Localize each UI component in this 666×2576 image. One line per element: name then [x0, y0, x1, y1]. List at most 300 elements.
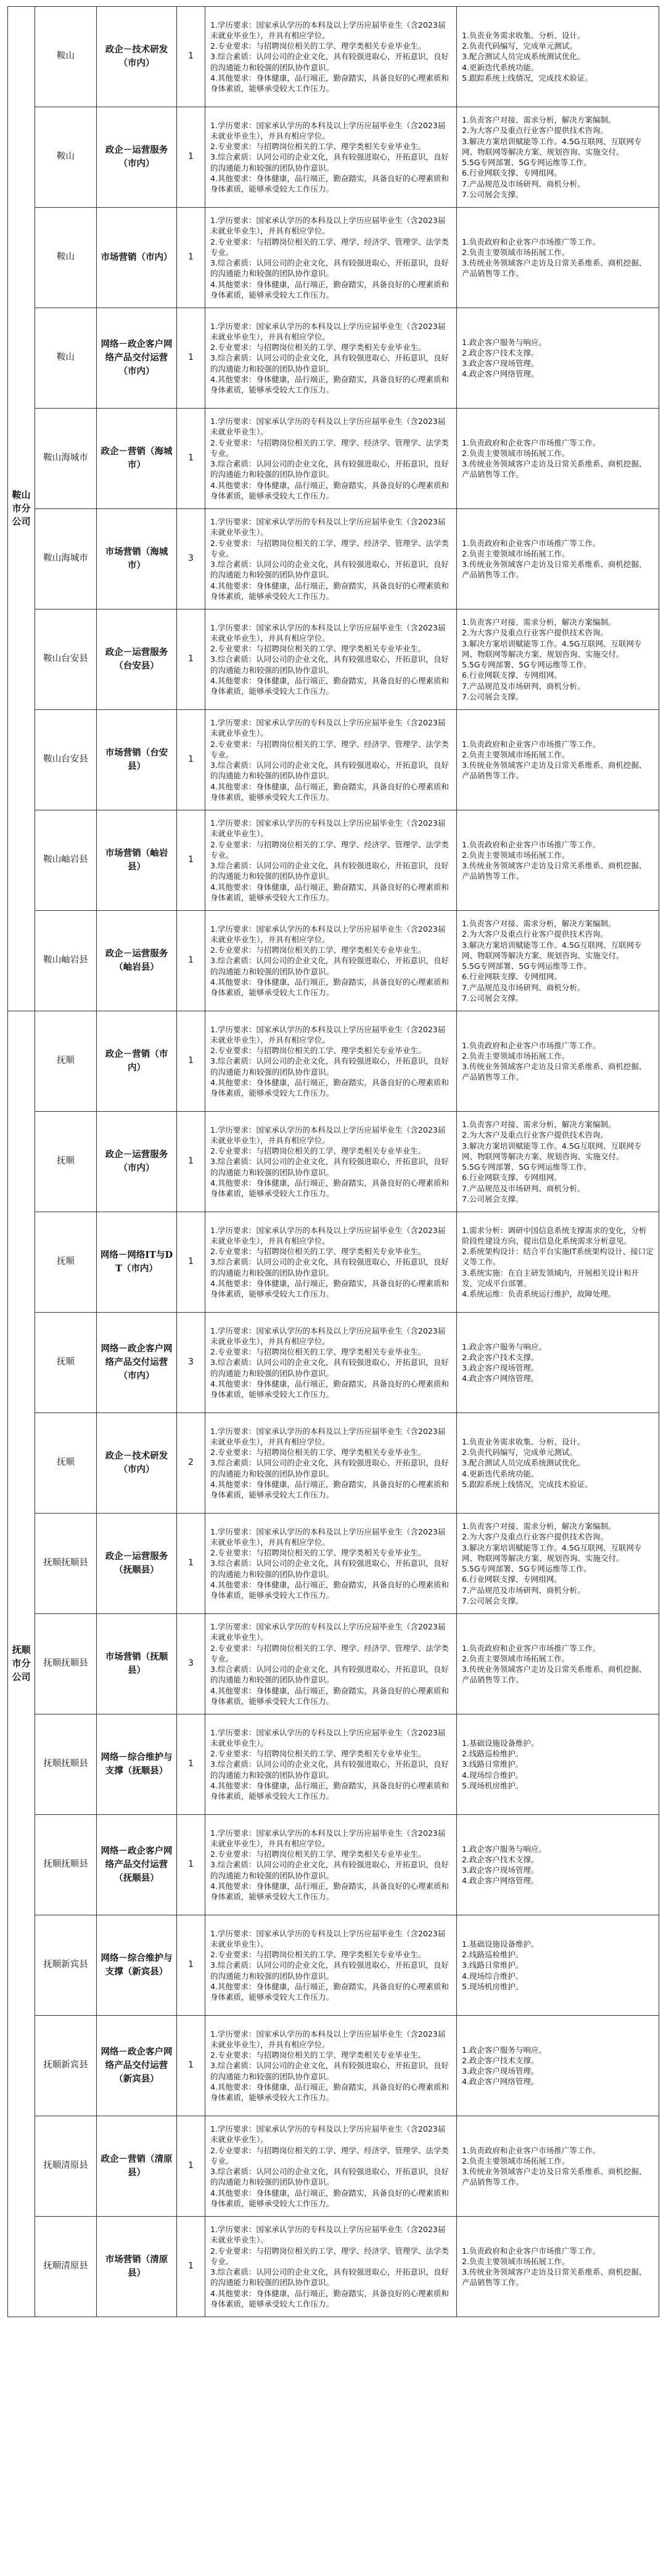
location-cell: 抚顺	[35, 1413, 97, 1514]
headcount-cell: 1	[177, 2016, 205, 2116]
location-cell: 鞍山岫岩县	[35, 810, 97, 911]
table-row	[8, 107, 659, 208]
duty-line: 2.负责主要领域市场拓展工作。	[462, 247, 570, 257]
headcount-cell: 1	[177, 107, 205, 208]
table-row	[8, 2217, 659, 2317]
duty-line: 3.传统业务领域客户走访及日常关系维系、商机挖掘、产品销售等工作。	[462, 1062, 647, 1082]
requirement-line: 3.综合素质：认同公司的企业文化，具有较强进取心，开拓意识，良好的沟通能力和较强的团队协作意识。	[210, 152, 449, 173]
headcount-cell: 1	[177, 609, 205, 710]
duty-line: 2.政企客户技术支撑。	[462, 2055, 539, 2065]
location-cell: 抚顺抚顺县	[35, 1714, 97, 1815]
duty-line: 2.负责主要领域市场拓展工作。	[462, 2256, 570, 2266]
duty-line: 1.负责政府和企业客户市场推广等工作。	[462, 1643, 601, 1653]
position-cell: 政企－运营服务（市内）	[97, 107, 177, 208]
duty-line: 2.政企客户技术支撑。	[462, 348, 539, 357]
duties-cell	[457, 509, 659, 609]
headcount-cell: 1	[177, 7, 205, 107]
duty-line: 1.负责客户对接、需求分析，解决方案编制。	[462, 1120, 616, 1129]
location-cell: 抚顺抚顺县	[35, 1514, 97, 1614]
table-row	[8, 2116, 659, 2217]
duty-line: 5.5G专网部署、5G专网运维等工作。	[462, 158, 591, 167]
position-cell: 网络－政企客户网络产品交付运营（抚顺县）	[97, 1815, 177, 1915]
requirement-line: 1.学历要求：国家承认学历的本科及以上学历应届毕业生（含2023届未就业毕业生），并具有相应学位。	[210, 924, 446, 944]
duty-line: 6.行业网联支撑、专网组网。	[462, 168, 562, 178]
position-cell: 市场营销（抚顺县）	[97, 1614, 177, 1714]
duty-line: 2.负责主要领域市场拓展工作。	[462, 548, 570, 558]
requirement-line: 4.其他要求：身体健康，品行端正，勤奋踏实，具备良好的心理素质和身体素质，能够承受较大工作压力。	[210, 1077, 449, 1098]
duty-line: 1.负责客户对接、需求分析，解决方案编制。	[462, 618, 616, 627]
requirement-line: 4.其他要求：身体健康，品行端正，勤奋踏实，具备良好的心理素质和身体素质，能够承受较大工作压力。	[210, 1479, 449, 1500]
position-cell: 政企－运营服务（抚顺县）	[97, 1514, 177, 1614]
requirement-line: 3.综合素质：认同公司的企业文化，具有较强进取心，开拓意识，良好的沟通能力和较强的团队协作意识。	[210, 459, 449, 479]
requirement-line: 3.综合素质：认同公司的企业文化，具有较强进取心，开拓意识，良好的沟通能力和较强的团队协作意识。	[210, 1759, 449, 1780]
requirement-line: 2.专业要求：与招聘岗位相关的工学、理学类相关专业毕业生。	[210, 1247, 426, 1257]
requirement-line: 2.专业要求：与招聘岗位相关的工学、理学类相关专业毕业生。	[210, 644, 426, 654]
duty-line: 5.跟踪系统上线情况，完成技术验证。	[462, 73, 593, 83]
requirements-cell	[205, 7, 457, 107]
requirement-line: 4.其他要求：身体健康，品行端正，勤奋踏实，具备良好的心理素质和身体素质，能够承受较大工作压力。	[210, 581, 449, 601]
duty-line: 1.负责政府和企业客户市场推广等工作。	[462, 538, 601, 548]
requirement-line: 2.专业要求：与招聘岗位相关的工学、理学、经济学、管理学、法学类专业。	[210, 839, 449, 860]
duties-cell	[457, 609, 659, 710]
company-cell: 抚顺市分公司	[8, 1011, 35, 2317]
headcount-cell: 1	[177, 810, 205, 911]
duty-line: 3.传统业务领域客户走访及日常关系维系、商机挖掘、产品销售等工作。	[462, 760, 647, 781]
position-cell: 网络－政企客户网络产品交付运营（市内）	[97, 308, 177, 409]
duty-line: 3.政企客户现场管理。	[462, 2066, 539, 2076]
requirement-line: 1.学历要求：国家承认学历的本科及以上学历应届毕业生（含2023届未就业毕业生），并具有相应学位。	[210, 1828, 446, 1848]
duty-line: 2.负责主要领域市场拓展工作。	[462, 2156, 570, 2166]
duty-line: 1.政企客户服务与响应。	[462, 1844, 546, 1854]
duty-line: 1.负责业务需求收集、分析、设计。	[462, 30, 585, 40]
location-cell: 抚顺新宾县	[35, 2016, 97, 2116]
duty-line: 5.现场机房维护。	[462, 1780, 524, 1790]
job-table	[7, 6, 659, 2317]
location-cell: 鞍山台安县	[35, 710, 97, 810]
requirements-cell	[205, 1212, 457, 1313]
duty-line: 3.传统业务领域客户走访及日常关系维系、商机挖掘、产品销售等工作。	[462, 560, 647, 580]
table-row	[8, 911, 659, 1011]
requirement-line: 2.专业要求：与招聘岗位相关的工学、理学、经济学、管理学、法学类专业。	[210, 438, 449, 458]
duty-line: 7.产品规范及市场研判、商机分析。	[462, 1183, 585, 1193]
table-row	[8, 509, 659, 609]
location-cell: 鞍山	[35, 208, 97, 308]
duties-cell	[457, 1313, 659, 1413]
requirement-line: 4.其他要求：身体健康，品行端正，勤奋踏实，具备良好的心理素质和身体素质，能够承受较大工作压力。	[210, 1278, 449, 1299]
duty-line: 2.系统架构设计：结合平台实施IT系统架构设计、接口定义等工作。	[462, 1247, 654, 1267]
duty-line: 1.负责政府和企业客户市场推广等工作。	[462, 2145, 601, 2155]
duty-line: 1.基础设施设备维护。	[462, 1939, 539, 1949]
location-cell: 鞍山岫岩县	[35, 911, 97, 1011]
requirement-line: 2.专业要求：与招聘岗位相关的工学、理学、经济学、管理学、法学类专业。	[210, 1643, 449, 1663]
headcount-cell: 1	[177, 2116, 205, 2217]
requirements-cell	[205, 2116, 457, 2217]
requirement-line: 3.综合素质：认同公司的企业文化，具有较强进取心，开拓意识，良好的沟通能力和较强的团队协作意识。	[210, 258, 449, 279]
duty-line: 6.行业网联支撑、专网组网。	[462, 1575, 562, 1584]
duty-line: 5.5G专网部署、5G专网运维等工作。	[462, 1162, 591, 1172]
requirement-line: 2.专业要求：与招聘岗位相关的工学、理学类相关专业毕业生。	[210, 945, 426, 955]
table-row	[8, 609, 659, 710]
duty-line: 2.为大客户及重点行业客户提供技术咨询。	[462, 929, 608, 939]
duty-line: 2.负责代码编写，完成单元测试。	[462, 1448, 577, 1457]
duty-line: 2.负责主要领域市场拓展工作。	[462, 850, 570, 860]
duty-line: 3.政企客户现场管理。	[462, 359, 539, 368]
duties-cell	[457, 1413, 659, 1514]
table-row	[8, 7, 659, 107]
duty-line: 3.解决方案培训赋能等工作。4.5G互联网、互联网专网、物联网等解决方案、规划咨询、实施交付。	[462, 1543, 642, 1563]
requirement-line: 2.专业要求：与招聘岗位相关的工学、理学类相关专业毕业生。	[210, 1146, 426, 1156]
position-cell: 政企－营销（海城市）	[97, 409, 177, 509]
location-cell: 抚顺	[35, 1112, 97, 1212]
requirement-line: 2.专业要求：与招聘岗位相关的工学、理学、经济学、管理学、法学类专业。	[210, 2246, 449, 2266]
position-cell: 政企－技术研发（市内）	[97, 1413, 177, 1514]
requirement-line: 4.其他要求：身体健康，品行端正，勤奋踏实，具备良好的心理素质和身体素质，能够承受较大工作压力。	[210, 2288, 449, 2309]
location-cell: 鞍山	[35, 308, 97, 409]
duty-line: 7.公司展会支撑。	[462, 993, 524, 1003]
duty-line: 2.负责代码编写，完成单元测试。	[462, 41, 577, 51]
duties-cell	[457, 409, 659, 509]
location-cell: 鞍山海城市	[35, 409, 97, 509]
duty-line: 3.线路日常维护。	[462, 1960, 524, 1970]
table-row	[8, 1212, 659, 1313]
requirement-line: 4.其他要求：身体健康，品行端正，勤奋踏实，具备良好的心理素质和身体素质，能够承受较大工作压力。	[210, 480, 449, 500]
location-cell: 抚顺	[35, 1313, 97, 1413]
headcount-cell: 1	[177, 710, 205, 810]
location-cell: 鞍山	[35, 7, 97, 107]
duty-line: 5.跟踪系统上线情况，完成技术验证。	[462, 1479, 593, 1489]
requirement-line: 1.学历要求：国家承认学历的专科及以上学历应届毕业生（含2023届未就业毕业生）。	[210, 818, 446, 839]
requirement-line: 4.其他要求：身体健康，品行端正，勤奋踏实，具备良好的心理素质和身体素质，能够承受较大工作压力。	[210, 2082, 449, 2103]
position-cell: 市场营销（台安县）	[97, 710, 177, 810]
requirements-cell	[205, 2016, 457, 2116]
requirements-cell	[205, 1614, 457, 1714]
requirement-line: 4.其他要求：身体健康，品行端正，勤奋踏实，具备良好的心理素质和身体素质，能够承受较大工作压力。	[210, 73, 449, 94]
duty-line: 3.配合测试人员完成系统测试优化。	[462, 52, 585, 62]
duty-line: 2.线路巡检维护。	[462, 1749, 524, 1759]
table-row	[8, 1112, 659, 1212]
requirement-line: 3.综合素质：认同公司的企业文化，具有较强进取心，开拓意识，良好的沟通能力和较强的团队协作意识。	[210, 1358, 449, 1378]
duties-cell	[457, 2016, 659, 2116]
table-row	[8, 710, 659, 810]
position-cell: 市场营销（岫岩县）	[97, 810, 177, 911]
duty-line: 4.政企客户网络管理。	[462, 2077, 539, 2087]
headcount-cell: 1	[177, 1212, 205, 1313]
requirement-line: 4.其他要求：身体健康，品行端正，勤奋踏实，具备良好的心理素质和身体素质，能够承受较大工作压力。	[210, 1685, 449, 1706]
location-cell: 抚顺抚顺县	[35, 1815, 97, 1915]
duty-line: 1.负责业务需求收集、分析、设计。	[462, 1437, 585, 1446]
requirement-line: 2.专业要求：与招聘岗位相关的工学、理学类相关专业毕业生。	[210, 1046, 426, 1056]
duties-cell	[457, 810, 659, 911]
table-row	[8, 409, 659, 509]
requirement-line: 1.学历要求：国家承认学历的专科及以上学历应届毕业生（含2023届未就业毕业生）。	[210, 517, 446, 537]
requirement-line: 4.其他要求：身体健康，品行端正，勤奋踏实，具备良好的心理素质和身体素质，能够承受较大工作压力。	[210, 781, 449, 802]
duty-line: 4.更新迭代系统功能。	[462, 62, 539, 72]
requirement-line: 1.学历要求：国家承认学历的本科及以上学历应届毕业生（含2023届未就业毕业生），并具有相应学位。	[210, 321, 446, 341]
requirement-line: 1.学历要求：国家承认学历的本科及以上学历应届毕业生（含2023届未就业毕业生），并具有相应学位。	[210, 1024, 446, 1045]
duty-line: 1.政企客户服务与响应。	[462, 337, 546, 347]
requirements-cell	[205, 1815, 457, 1915]
requirement-line: 1.学历要求：国家承认学历的本科及以上学历应届毕业生（含2023届未就业毕业生），并具有相应学位。	[210, 622, 446, 643]
duties-cell	[457, 1112, 659, 1212]
duty-line: 3.传统业务领域客户走访及日常关系维系、商机挖掘、产品销售等工作。	[462, 2267, 647, 2288]
duties-cell	[457, 107, 659, 208]
duties-cell	[457, 1514, 659, 1614]
duty-line: 1.需求分析：调研中国信息系统支撑需求的变化，分析阶段性建设方向，提出信息化系统需求分析意见。	[462, 1225, 647, 1245]
duties-cell	[457, 1212, 659, 1313]
table-row	[8, 208, 659, 308]
duty-line: 2.负责主要领域市场拓展工作。	[462, 1653, 570, 1663]
requirement-line: 3.综合素质：认同公司的企业文化，具有较强进取心，开拓意识，良好的沟通能力和较强的团队协作意识。	[210, 2061, 449, 2081]
table-row	[8, 1815, 659, 1915]
requirement-line: 3.综合素质：认同公司的企业文化，具有较强进取心，开拓意识，良好的沟通能力和较强的团队协作意识。	[210, 1458, 449, 1478]
requirements-cell	[205, 208, 457, 308]
headcount-cell: 1	[177, 208, 205, 308]
position-cell: 网络－综合维护与支撑（抚顺县）	[97, 1714, 177, 1815]
duty-line: 7.公司展会支撑。	[462, 189, 524, 199]
requirement-line: 4.其他要求：身体健康，品行端正，勤奋踏实，具备良好的心理素质和身体素质，能够承受较大工作压力。	[210, 882, 449, 902]
headcount-cell: 1	[177, 1112, 205, 1212]
location-cell: 抚顺	[35, 1212, 97, 1313]
duty-line: 2.政企客户技术支撑。	[462, 1352, 539, 1362]
position-cell: 政企－运营服务（台安县）	[97, 609, 177, 710]
duty-line: 4.现场综合维护。	[462, 1770, 524, 1780]
duty-line: 3.政企客户现场管理。	[462, 1865, 539, 1875]
duty-line: 4.更新迭代系统功能。	[462, 1469, 539, 1478]
duty-line: 7.产品规范及市场研判、商机分析。	[462, 1585, 585, 1595]
location-cell: 鞍山海城市	[35, 509, 97, 609]
headcount-cell: 1	[177, 409, 205, 509]
location-cell: 抚顺抚顺县	[35, 1614, 97, 1714]
duty-line: 3.解决方案培训赋能等工作。4.5G互联网、互联网专网、物联网等解决方案、规划咨询、实施交付。	[462, 1141, 642, 1161]
requirements-cell	[205, 911, 457, 1011]
requirement-line: 2.专业要求：与招聘岗位相关的工学、理学类相关专业毕业生。	[210, 1548, 426, 1558]
requirements-cell	[205, 1714, 457, 1815]
requirement-line: 4.其他要求：身体健康，品行端正，勤奋踏实，具备良好的心理素质和身体素质，能够承受较大工作压力。	[210, 1579, 449, 1600]
requirement-line: 2.专业要求：与招聘岗位相关的工学、理学类相关专业毕业生。	[210, 1950, 426, 1960]
headcount-cell: 3	[177, 509, 205, 609]
requirement-line: 2.专业要求：与招聘岗位相关的工学、理学、经济学、管理学、法学类专业。	[210, 538, 449, 558]
duties-cell	[457, 208, 659, 308]
requirement-line: 4.其他要求：身体健康，品行端正，勤奋踏实，具备良好的心理素质和身体素质，能够承受较大工作压力。	[210, 1178, 449, 1199]
requirements-cell	[205, 1313, 457, 1413]
duty-line: 2.负责主要领域市场拓展工作。	[462, 448, 570, 458]
requirements-cell	[205, 308, 457, 409]
duty-line: 7.公司展会支撑。	[462, 1194, 524, 1204]
requirement-line: 1.学历要求：国家承认学历的本科及以上学历应届毕业生（含2023届未就业毕业生），并具有相应学位。	[210, 216, 446, 236]
requirements-cell	[205, 1413, 457, 1514]
requirement-line: 3.综合素质：认同公司的企业文化，具有较强进取心，开拓意识，良好的沟通能力和较强的团队协作意识。	[210, 353, 449, 373]
requirement-line: 4.其他要求：身体健康，品行端正，勤奋踏实，具备良好的心理素质和身体素质，能够承受较大工作压力。	[210, 1881, 449, 1902]
duty-line: 5.现场机房维护。	[462, 1981, 524, 1991]
requirements-cell	[205, 1011, 457, 1112]
location-cell: 抚顺清原县	[35, 2217, 97, 2317]
location-cell: 抚顺	[35, 1011, 97, 1112]
duty-line: 6.行业网联支撑、专网组网。	[462, 670, 562, 680]
requirement-line: 3.综合素质：认同公司的企业文化，具有较强进取心，开拓意识，良好的沟通能力和较强的团队协作意识。	[210, 1559, 449, 1579]
duty-line: 2.线路巡检维护。	[462, 1950, 524, 1960]
location-cell: 抚顺新宾县	[35, 1915, 97, 2016]
position-cell: 市场营销（市内）	[97, 208, 177, 308]
duty-line: 3.解决方案培训赋能等工作。4.5G互联网、互联网专网、物联网等解决方案、规划咨询、实施交付。	[462, 638, 642, 659]
requirement-line: 3.综合素质：认同公司的企业文化，具有较强进取心，开拓意识，良好的沟通能力和较强的团队协作意识。	[210, 1056, 449, 1077]
requirement-line: 3.综合素质：认同公司的企业文化，具有较强进取心，开拓意识，良好的沟通能力和较强的团队协作意识。	[210, 1157, 449, 1177]
position-cell: 网络－综合维护与支撑（新宾县）	[97, 1915, 177, 2016]
requirement-line: 4.其他要求：身体健康，品行端正，勤奋踏实，具备良好的心理素质和身体素质，能够承受较大工作压力。	[210, 1981, 449, 2002]
duties-cell	[457, 1011, 659, 1112]
requirement-line: 1.学历要求：国家承认学历的本科及以上学历应届毕业生（含2023届未就业毕业生），并具有相应学位。	[210, 1426, 446, 1446]
requirement-line: 1.学历要求：国家承认学历的专科及以上学历应届毕业生（含2023届未就业毕业生）。	[210, 417, 446, 437]
requirement-line: 1.学历要求：国家承认学历的本科及以上学历应届毕业生（含2023届未就业毕业生），并具有相应学位。	[210, 1225, 446, 1245]
requirement-line: 1.学历要求：国家承认学历的本科及以上学历应届毕业生（含2023届未就业毕业生），并具有相应学位。	[210, 2029, 446, 2049]
duty-line: 2.为大客户及重点行业客户提供技术咨询。	[462, 1130, 608, 1140]
requirement-line: 4.其他要求：身体健康，品行端正，勤奋踏实，具备良好的心理素质和身体素质，能够承受较大工作压力。	[210, 279, 449, 300]
requirement-line: 3.综合素质：认同公司的企业文化，具有较强进取心，开拓意识，良好的沟通能力和较强的团队协作意识。	[210, 1860, 449, 1880]
table-row	[8, 1714, 659, 1815]
duty-line: 7.产品规范及市场研判、商机分析。	[462, 179, 585, 189]
duties-cell	[457, 2116, 659, 2217]
duty-line: 2.为大客户及重点行业客户提供技术咨询。	[462, 126, 608, 136]
requirement-line: 1.学历要求：国家承认学历的本科及以上学历应届毕业生（含2023届未就业毕业生），并具有相应学位。	[210, 1526, 446, 1547]
duty-line: 6.行业网联支撑、专网组网。	[462, 1173, 562, 1183]
requirement-line: 4.其他要求：身体健康，品行端正，勤奋踏实，具备良好的心理素质和身体素质，能够承受较大工作压力。	[210, 1379, 449, 1400]
requirement-line: 4.其他要求：身体健康，品行端正，勤奋踏实，具备良好的心理素质和身体素质，能够承受较大工作压力。	[210, 977, 449, 998]
position-cell: 政企－技术研发（市内）	[97, 7, 177, 107]
requirement-line: 2.专业要求：与招聘岗位相关的工学、理学类相关专业毕业生。	[210, 41, 426, 51]
requirement-line: 3.综合素质：认同公司的企业文化，具有较强进取心，开拓意识，良好的沟通能力和较强的团队协作意识。	[210, 760, 449, 781]
requirement-line: 4.其他要求：身体健康，品行端正，勤奋踏实，具备良好的心理素质和身体素质，能够承受较大工作压力。	[210, 2188, 449, 2208]
duty-line: 1.负责政府和企业客户市场推广等工作。	[462, 1040, 601, 1050]
requirements-cell	[205, 810, 457, 911]
duty-line: 6.行业网联支撑、专网组网。	[462, 972, 562, 982]
headcount-cell: 3	[177, 1614, 205, 1714]
duties-cell	[457, 1714, 659, 1815]
requirements-cell	[205, 2217, 457, 2317]
requirement-line: 2.专业要求：与招聘岗位相关的工学、理学类相关专业毕业生。	[210, 1849, 426, 1859]
location-cell: 鞍山台安县	[35, 609, 97, 710]
duty-line: 1.负责客户对接、需求分析，解决方案编制。	[462, 115, 616, 124]
requirement-line: 1.学历要求：国家承认学历的专科及以上学历应届毕业生（含2023届未就业毕业生）。	[210, 2124, 446, 2145]
requirement-line: 1.学历要求：国家承认学历的专科及以上学历应届毕业生（含2023届未就业毕业生）。	[210, 1622, 446, 1642]
requirement-line: 3.综合素质：认同公司的企业文化，具有较强进取心，开拓意识，良好的沟通能力和较强的团队协作意识。	[210, 654, 449, 675]
requirement-line: 2.专业要求：与招聘岗位相关的工学、理学类相关专业毕业生。	[210, 142, 426, 152]
duty-line: 7.公司展会支撑。	[462, 1596, 524, 1605]
position-cell: 网络－政企客户网络产品交付运营（市内）	[97, 1313, 177, 1413]
requirement-line: 3.综合素质：认同公司的企业文化，具有较强进取心，开拓意识，良好的沟通能力和较强的团队协作意识。	[210, 2167, 449, 2187]
duties-cell	[457, 308, 659, 409]
requirement-line: 2.专业要求：与招聘岗位相关的工学、理学、经济学、管理学、法学类专业。	[210, 237, 449, 257]
duty-line: 1.负责政府和企业客户市场推广等工作。	[462, 2246, 601, 2256]
headcount-cell: 1	[177, 1815, 205, 1915]
duty-line: 3.配合测试人员完成系统测试优化。	[462, 1458, 585, 1468]
duties-cell	[457, 1614, 659, 1714]
requirements-cell	[205, 1915, 457, 2016]
position-cell: 网络－网络IT与DT（市内）	[97, 1212, 177, 1313]
duty-line: 7.产品规范及市场研判、商机分析。	[462, 681, 585, 691]
duty-line: 2.为大客户及重点行业客户提供技术咨询。	[462, 628, 608, 638]
table-row	[8, 1313, 659, 1413]
requirement-line: 3.综合素质：认同公司的企业文化，具有较强进取心，开拓意识，良好的沟通能力和较强的团队协作意识。	[210, 1960, 449, 1981]
requirement-line: 4.其他要求：身体健康，品行端正，勤奋踏实，具备良好的心理素质和身体素质，能够承受较大工作压力。	[210, 173, 449, 194]
duties-cell	[457, 1915, 659, 2016]
requirement-line: 2.专业要求：与招聘岗位相关的工学、理学、经济学、管理学、法学类专业。	[210, 739, 449, 759]
position-cell: 市场营销（清原县）	[97, 2217, 177, 2317]
requirement-line: 2.专业要求：与招聘岗位相关的工学、理学类相关专业毕业生。	[210, 1347, 426, 1357]
duty-line: 4.系统运维：负责系统运行维护，故障处理。	[462, 1289, 616, 1299]
table-row	[8, 1514, 659, 1614]
duty-line: 7.产品规范及市场研判、商机分析。	[462, 982, 585, 992]
position-cell: 政企－运营服务（市内）	[97, 1112, 177, 1212]
requirement-line: 1.学历要求：国家承认学历的本科及以上学历应届毕业生（含2023届未就业毕业生），并具有相应学位。	[210, 1125, 446, 1145]
requirement-line: 3.综合素质：认同公司的企业文化，具有较强进取心，开拓意识，良好的沟通能力和较强的团队协作意识。	[210, 560, 449, 580]
duty-line: 1.基础设施设备维护。	[462, 1738, 539, 1748]
requirement-line: 1.学历要求：国家承认学历的专科及以上学历应届毕业生（含2023届未就业毕业生）。	[210, 1928, 446, 1949]
duties-cell	[457, 7, 659, 107]
duty-line: 3.传统业务领域客户走访及日常关系维系、商机挖掘、产品销售等工作。	[462, 1665, 647, 1685]
duty-line: 5.5G专网部署、5G专网运维等工作。	[462, 961, 591, 971]
duty-line: 2.政企客户技术支撑。	[462, 1854, 539, 1864]
duty-line: 1.政企客户服务与响应。	[462, 1342, 546, 1351]
position-cell: 市场营销（海城市）	[97, 509, 177, 609]
headcount-cell: 3	[177, 1313, 205, 1413]
requirement-line: 3.综合素质：认同公司的企业文化，具有较强进取心，开拓意识，良好的沟通能力和较强的团队协作意识。	[210, 1665, 449, 1685]
requirement-line: 1.学历要求：国家承认学历的专科及以上学历应届毕业生（含2023届未就业毕业生）。	[210, 718, 446, 738]
requirement-line: 1.学历要求：国家承认学历的本科及以上学历应届毕业生（含2023届未就业毕业生），并具有相应学位。	[210, 20, 446, 40]
position-cell: 政企－运营服务（岫岩县）	[97, 911, 177, 1011]
requirements-cell	[205, 509, 457, 609]
table-row	[8, 1413, 659, 1514]
duty-line: 3.解决方案培训赋能等工作。4.5G互联网、互联网专网、物联网等解决方案、规划咨询、实施交付。	[462, 136, 642, 157]
requirement-line: 3.综合素质：认同公司的企业文化，具有较强进取心，开拓意识，良好的沟通能力和较强的团队协作意识。	[210, 2267, 449, 2288]
requirements-cell	[205, 107, 457, 208]
requirements-cell	[205, 1112, 457, 1212]
requirement-line: 2.专业要求：与招聘岗位相关的工学、理学类相关专业毕业生。	[210, 1749, 426, 1759]
requirement-line: 3.综合素质：认同公司的企业文化，具有较强进取心，开拓意识，良好的沟通能力和较强的团队协作意识。	[210, 861, 449, 881]
position-cell: 政企－营销（市内）	[97, 1011, 177, 1112]
requirement-line: 2.专业要求：与招聘岗位相关的工学、理学类相关专业毕业生。	[210, 343, 426, 353]
duty-line: 2.负责主要领域市场拓展工作。	[462, 749, 570, 759]
position-cell: 政企－营销（清原县）	[97, 2116, 177, 2217]
duty-line: 2.负责主要领域市场拓展工作。	[462, 1051, 570, 1061]
requirement-line: 2.专业要求：与招聘岗位相关的工学、理学类相关专业毕业生。	[210, 2050, 426, 2060]
requirement-line: 1.学历要求：国家承认学历的专科及以上学历应届毕业生（含2023届未就业毕业生）。	[210, 2225, 446, 2245]
duty-line: 3.解决方案培训赋能等工作。4.5G互联网、互联网专网、物联网等解决方案、规划咨询、实施交付。	[462, 940, 642, 960]
duties-cell	[457, 911, 659, 1011]
headcount-cell: 1	[177, 2217, 205, 2317]
requirement-line: 2.专业要求：与招聘岗位相关的工学、理学、经济学、管理学、法学类专业。	[210, 2145, 449, 2166]
requirements-cell	[205, 1514, 457, 1614]
requirement-line: 1.学历要求：国家承认学历的专科及以上学历应届毕业生（含2023届未就业毕业生）。	[210, 1727, 446, 1748]
duty-line: 5.5G专网部署、5G专网运维等工作。	[462, 660, 591, 669]
duty-line: 3.线路日常维护。	[462, 1759, 524, 1769]
duty-line: 1.负责政府和企业客户市场推广等工作。	[462, 739, 601, 749]
duty-line: 3.传统业务领域客户走访及日常关系维系、商机挖掘、产品销售等工作。	[462, 2167, 647, 2187]
table-row	[8, 308, 659, 409]
company-cell: 鞍山市分公司	[8, 7, 35, 1011]
table-row	[8, 1915, 659, 2016]
requirement-line: 2.专业要求：与招聘岗位相关的工学、理学类相关专业毕业生。	[210, 1448, 426, 1457]
duty-line: 1.政企客户服务与响应。	[462, 2045, 546, 2055]
requirement-line: 3.综合素质：认同公司的企业文化，具有较强进取心，开拓意识，良好的沟通能力和较强的团队协作意识。	[210, 52, 449, 72]
duty-line: 2.为大客户及重点行业客户提供技术咨询。	[462, 1532, 608, 1542]
table-row	[8, 810, 659, 911]
requirement-line: 4.其他要求：身体健康，品行端正，勤奋踏实，具备良好的心理素质和身体素质，能够承受较大工作压力。	[210, 1780, 449, 1801]
duty-line: 3.传统业务领域客户走访及日常关系维系、商机挖掘、产品销售等工作。	[462, 258, 647, 279]
table-row	[8, 2016, 659, 2116]
table-row	[8, 1011, 659, 1112]
headcount-cell: 1	[177, 911, 205, 1011]
table-row	[8, 1614, 659, 1714]
duty-line: 7.公司展会支撑。	[462, 691, 524, 701]
